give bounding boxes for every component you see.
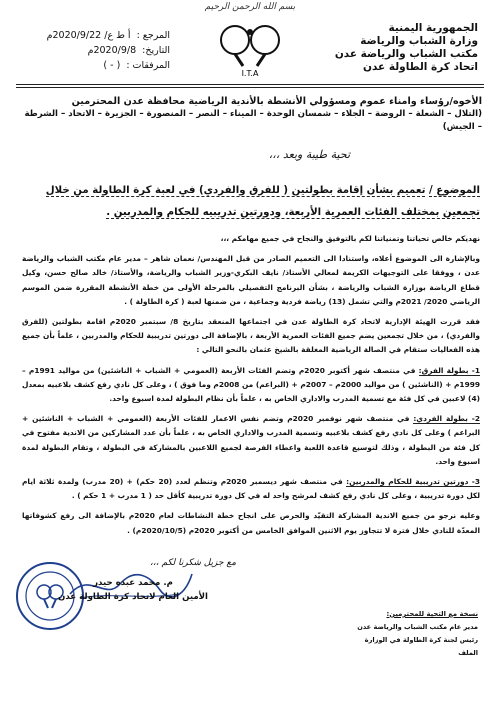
attachments-label: المرفقات : [126,60,170,71]
copy-item: مدير عام مكتب الشباب والرياضة عدن [357,623,478,631]
item-text: في منتصف شهر أكتوبر 2020م وتضم الفئات الأربعة (العمومي + الشباب + الناشئين) من مواليد 1991م – 1999م + (الناشئين ) من مواليد 2000م – 2007م + (البراعم) من 2008م وما فوق ) ، وعلى كل نادي رفع كشف بلاعبيه بمعدل (4) لاعبين في كل فئة مع تسمية المدرب والاداري الخاص به ، علماً بأن نظام البطولة لمدة اسبوع واحد. [22,365,480,404]
addressee-clubs: (التلال – الشعلة – الروضة – الجلاء – شمسان الوحدة – الميناء – النصر – المنصورة – الجزيرة – الاتحاد – الشرطة – الجيش) [24,109,482,132]
header-divider [16,84,484,85]
logo-text: I.T.A [241,69,259,78]
letterhead-right [328,22,478,74]
signatory-title: الأمين العام لاتحاد كرة الطاولة عدن [57,592,208,602]
attachments-value: ( - ) [103,60,121,71]
copy-item: الملف [458,649,478,657]
item-title: 2- بطولة الفردي: [413,414,480,424]
copies-list [278,608,478,660]
letterhead-line: اتحاد كرة الطاولة عدن [363,61,478,73]
addressee [18,95,482,134]
subject [20,180,480,224]
ref-label: المرجع : [136,30,170,41]
item-title: 1- بطولة الفرق: [418,365,480,375]
list-item [22,475,480,503]
date-value: 2020/9/8م [87,45,137,56]
paragraph: نهديكم خالص تحياتنا وتمنياتنا لكم بالتوفيق والنجاح في جميع مهامكم ،،، [220,234,480,243]
letterhead-line: وزارة الشباب والرياضة [360,35,478,47]
letter-body [22,232,480,544]
paragraph: فقد قررت الهيئة الإدارية لاتحاد كرة الطاولة عدن في اجتماعها المنعقد بتاريخ 8/ سبتمبر 2020م اقامة بطولتين (للفرق والفردي) ، من خلال تجمعين يضم جميع الفئات العمرية الأربعة ، بالإضافة الى دورتين تدريبية للحكام والمدربين ، علماً بأن جميع هذه الفعاليات ستقام في الصالة الرياضية المغلقة بالشيخ عثمان بالنحو التالي : [22,317,481,355]
list-item [22,412,480,469]
subject-text: تعميم بشأن إقامة بطولتين ( للفرق والفردي) في لعبة كرة الطاولة من خلال تجمعين بمختلف الفئات العمرية الأربعة، ودورتين تدريبيه للحكام والمدربين . [45,185,480,218]
signature-block [58,576,208,604]
item-text: في منتصف شهر نوفمبر 2020م وتضم نفس الاعمار للفئات الأربعة (العمومي + الشباب + الناشئين + البراعم ) وعلى كل نادي رفع كشف بلاعبيه وتسمية المدرب والاداري الخاص به ، علماً بأن عدد المشاركين من الاندية مفتوح في كل فئة من البطولة ، وذلك لتوسيع قاعدة اللعبة واعطاء الفرصة لجميع اللاعبين بالمشاركة في البطولة ، وتقام البطولة لمدة اسبوع واحد. [22,414,480,466]
closing: مع جزيل شكرنا لكم ،،، [150,558,237,568]
letterhead-line: الجمهورية اليمنية [388,22,478,34]
paragraph: وعليه نرجو من جميع الاندية المشاركة التقيّد والحرص على انجاح خطة النشاطات لعام 2020م بالإضافة الى رفع كشوفاتها المعدّة للنادي خلال فترة لا تتجاوز يوم الاثنين الموافق الخامس من أكتوبر 2020م (2020/10/5م) . [22,511,480,535]
addressee-line: الأخوه/رؤساء وامناء عموم ومسؤولي الأنشطة بالأندية الرياضية محافظة عدن المحترمين [71,96,482,107]
date-label: التاريخ: [142,45,170,56]
federation-logo [205,18,295,78]
copies-title: نسخة مع التحية للمحترمين: [386,610,478,618]
subject-label: الموضوع / [429,185,480,196]
header-divider-thin [16,87,484,88]
reference-block [20,28,170,73]
ref-value: أ ط ع/ 2020/9/22م [46,30,131,41]
signatory-name: م. محمد عبده حيدر [93,578,173,588]
basmala: بسم الله الرحمن الرحيم [204,2,296,12]
list-item [22,364,480,407]
item-title: 3- دورتين تدريبية للحكام والمدربين: [346,477,480,487]
greeting: تحية طيبة وبعد ،،، [268,148,350,161]
paragraph: وبالإشارة الى الموضوع أعلاه، واستنادا الى التعميم الصادر من قبل المهندس/ نعمان شاهر – مدير عام مكتب الشباب والرياضة عدن ، ووفقا على التوجيهات الكريمة لمعالي الأستاذ/ نايف البكري-وزير الشباب والرياضة، والأستاذ/ خالد صالح حسن، وكيل قطاع الرياضة بوزارة الشباب والرياضة ، بشأن البرنامج التفصيلي بالمرحلة الأولى من خطة الأنشطة المقررة ضمن الموسم الرياضي 2020/ 2021م والتي تشمل (13) رياضة فردية وجماعية ، من ضمنها لعبة ( كرة الطاولة ) . [22,254,480,306]
letterhead-line: مكتب الشباب والرياضة عدن [334,48,478,60]
copy-item: رئيس لجنة كرة الطاولة في الوزارة [364,636,478,644]
item-text: في منتصف شهر ديسمبر 2020م وتنظم لعدد (20 حكم) + (20 مدرب) ولمدة ثلاثة ايام لكل دورة تدريبية ، وعلى كل نادي رفع كشف لمرشح واحد له في كل دورة تدريبية كأقل حد ( 1 مدرب + 1 حكم ) . [22,477,480,501]
